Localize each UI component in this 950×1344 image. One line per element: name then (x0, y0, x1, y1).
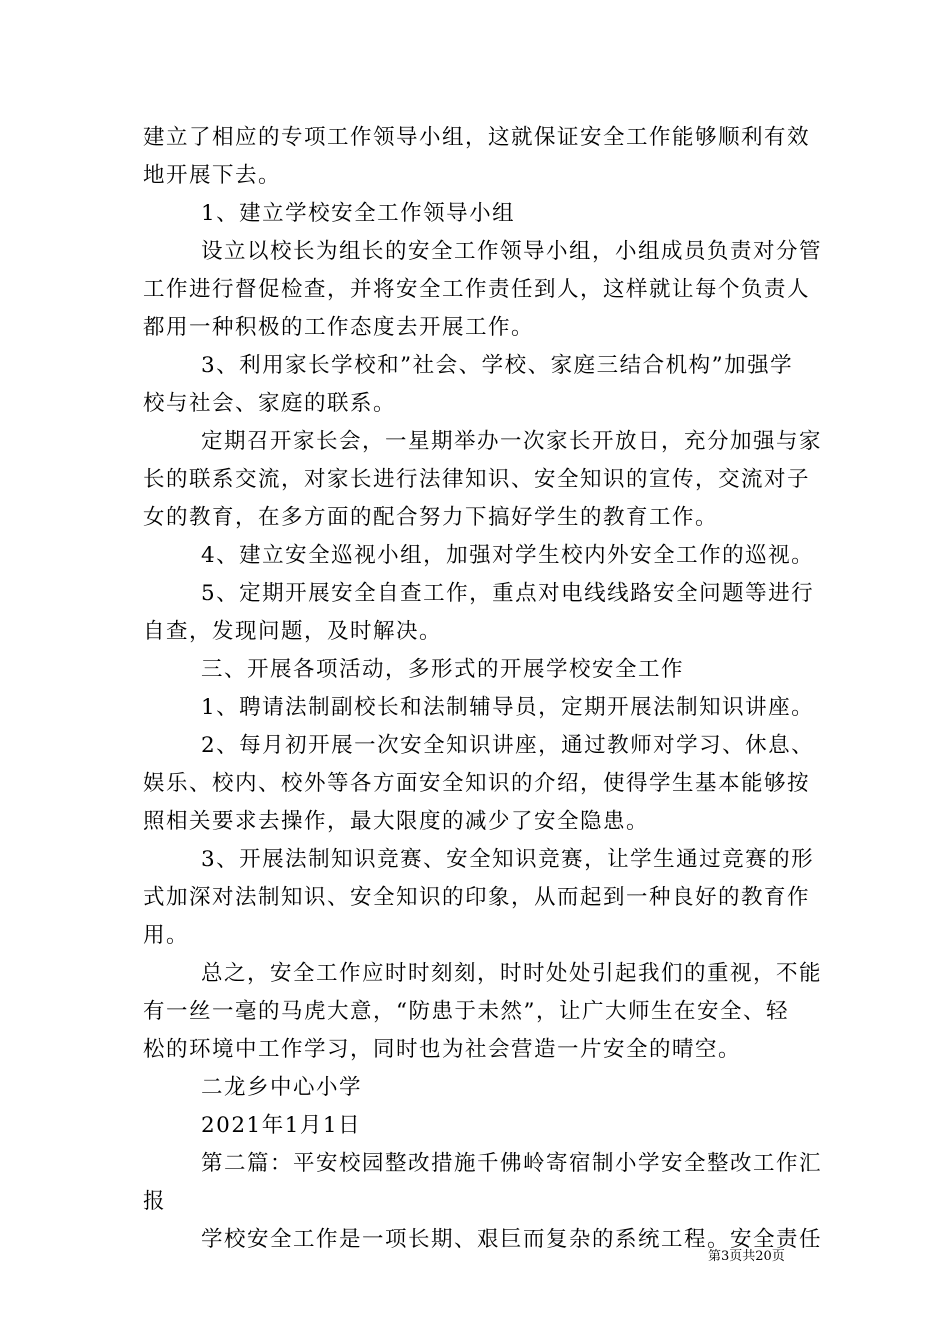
paragraph-line: 设立以校长为组长的安全工作领导小组，小组成员负责对分管 (201, 239, 823, 264)
section-heading: 三、开展各项活动，多形式的开展学校安全工作 (201, 657, 685, 682)
paragraph-line: 校与社会、家庭的联系。 (143, 391, 397, 416)
paragraph-line: 自查，发现问题，及时解决。 (143, 619, 443, 644)
signature-date: 2021年1月1日 (201, 1113, 362, 1138)
paragraph-line: 5、定期开展安全自查工作，重点对电线线路安全问题等进行 (201, 581, 815, 606)
paragraph-line: 4、建立安全巡视小组，加强对学生校内外安全工作的巡视。 (201, 543, 815, 568)
paragraph-line: 式加深对法制知识、安全知识的印象，从而起到一种良好的教育作 (143, 885, 811, 910)
paragraph-line: 女的教育，在多方面的配合努力下搞好学生的教育工作。 (143, 505, 719, 530)
paragraph-line: 松的环境中工作学习，同时也为社会营造一片安全的晴空。 (143, 1037, 742, 1062)
article-title-cont: 报 (143, 1189, 167, 1214)
paragraph-line: 有一丝一毫的马虎大意，“防患于未然”，让广大师生在安全、轻 (143, 999, 789, 1024)
paragraph-line: 1、聘请法制副校长和法制辅导员，定期开展法制知识讲座。 (201, 695, 815, 720)
article-title: 第二篇：平安校园整改措施千佛岭寄宿制小学安全整改工作汇 (201, 1151, 823, 1176)
paragraph-line: 定期召开家长会，一星期举办一次家长开放日，充分加强与家 (201, 429, 823, 454)
paragraph-line: 工作进行督促检查，并将安全工作责任到人，这样就让每个负责人 (143, 277, 811, 302)
paragraph-line: 学校安全工作是一项长期、艰巨而复杂的系统工程。安全责任 (201, 1227, 823, 1252)
paragraph-line: 地开展下去。 (143, 163, 282, 188)
paragraph-line: 照相关要求去操作，最大限度的减少了安全隐患。 (143, 809, 650, 834)
paragraph-line: 长的联系交流，对家长进行法律知识、安全知识的宣传，交流对子 (143, 467, 811, 492)
paragraph-line: 建立了相应的专项工作领导小组，这就保证安全工作能够顺利有效 (143, 125, 811, 150)
page-number: 第3页共20页 (708, 1249, 785, 1264)
paragraph-line: 都用一种积极的工作态度去开展工作。 (143, 315, 535, 340)
signature-school: 二龙乡中心小学 (201, 1075, 363, 1100)
paragraph-line: 用。 (143, 923, 190, 948)
paragraph-line: 2、每月初开展一次安全知识讲座，通过教师对学习、休息、 (201, 733, 815, 758)
paragraph-line: 总之，安全工作应时时刻刻，时时处处引起我们的重视，不能 (201, 961, 823, 986)
section-heading: 1、建立学校安全工作领导小组 (201, 201, 516, 226)
paragraph-line: 娱乐、校内、校外等各方面安全知识的介绍，使得学生基本能够按 (143, 771, 811, 796)
section-heading: 3、利用家长学校和”社会、学校、家庭三结合机构”加强学 (201, 353, 794, 378)
paragraph-line: 3、开展法制知识竞赛、安全知识竞赛，让学生通过竞赛的形 (201, 847, 815, 872)
